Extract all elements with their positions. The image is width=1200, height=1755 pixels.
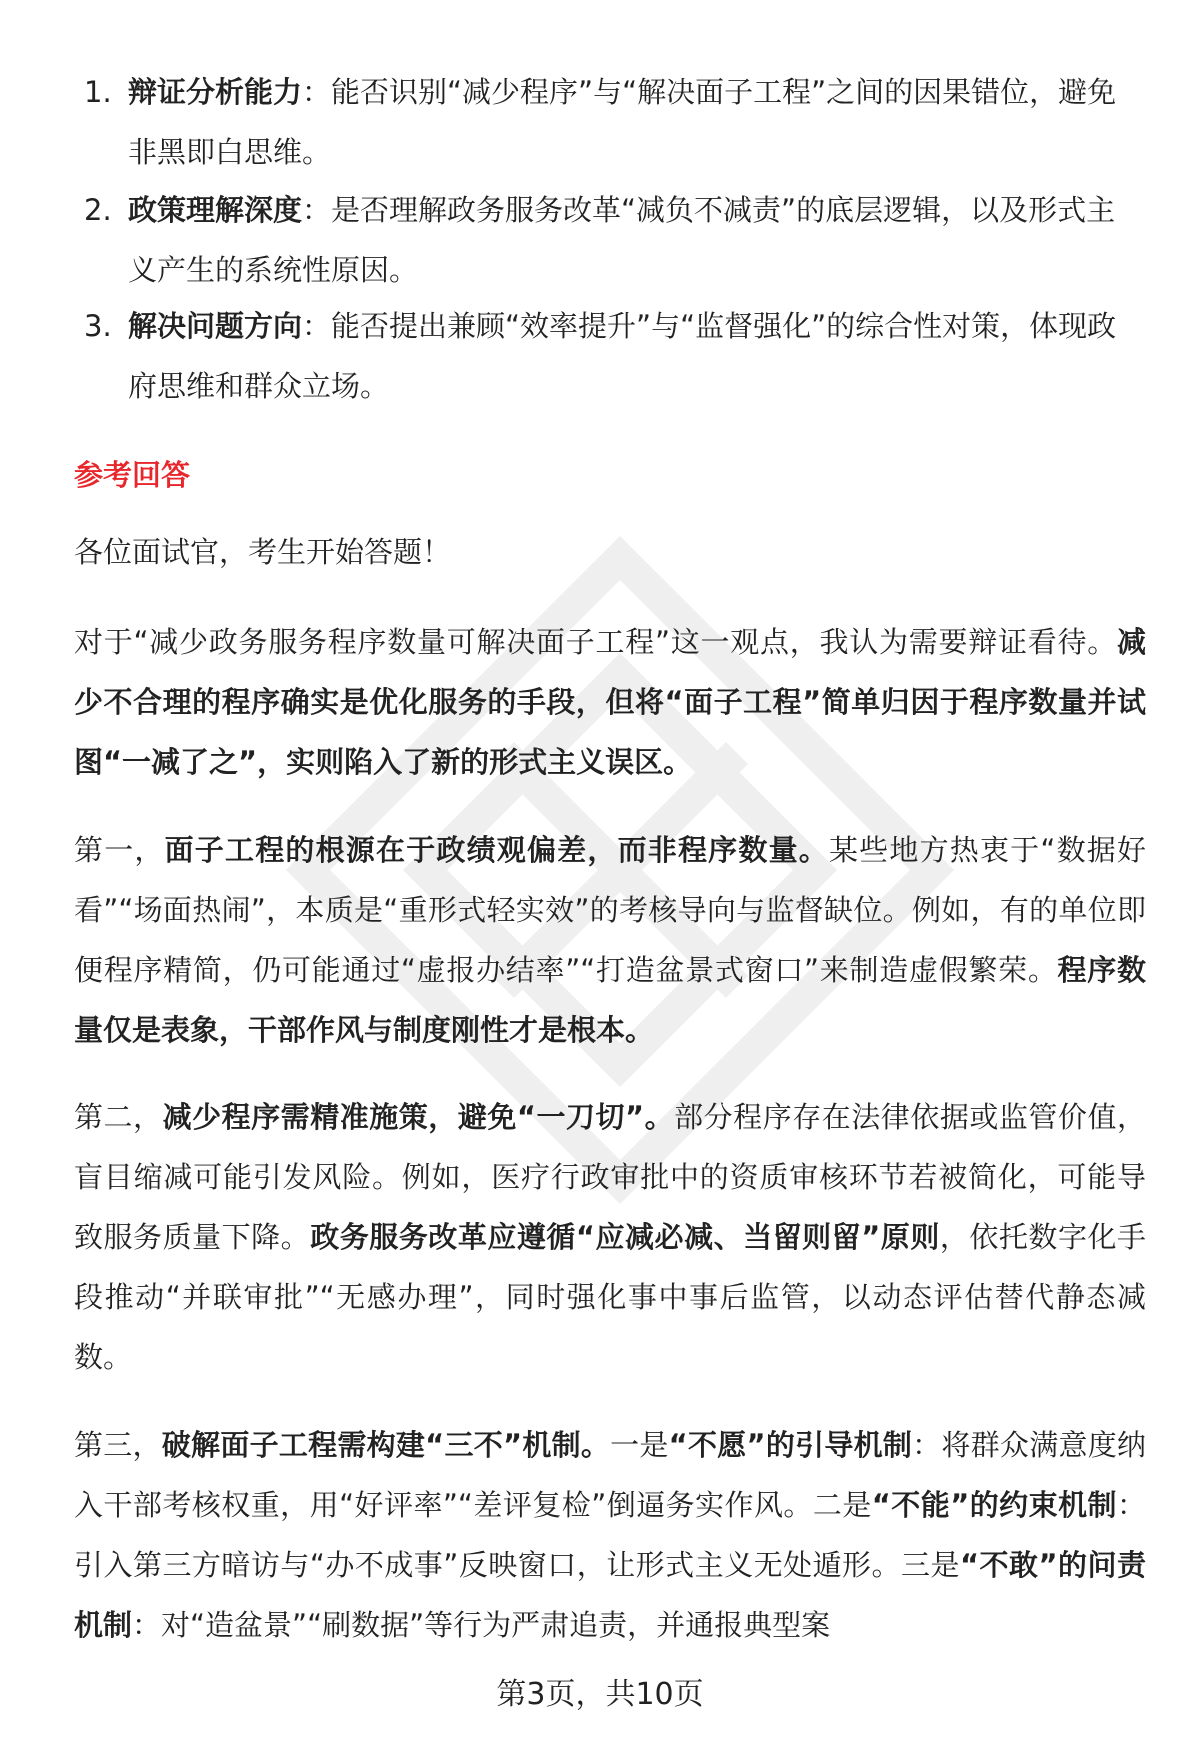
point1-bold-conclusion: 程序数量仅是表象，干部作风与制度刚性才是根本。 [74, 953, 1146, 1047]
intro-bold: 减少不合理的程序确实是优化服务的手段，但将“面子工程”简单归因于程序数量并试图“一减了之”，实则陷入了新的形式主义误区。 [74, 625, 1146, 779]
point3-bold-mechanism2: “不能”的约束机制 [871, 1488, 1117, 1522]
point2-lead: 第二， [74, 1100, 163, 1134]
criteria-item [74, 296, 1144, 416]
criteria-title: 政策理解深度 [128, 193, 303, 227]
list-number: 1. [84, 75, 112, 109]
point3-lead: 第三， [74, 1428, 162, 1462]
point2-text: 部分程序存在法律依据或监管价值，盲目缩减可能引发风险。例如，医疗行政审批中的资质审核环节若被简化，可能导致服务质量下降。 [74, 1100, 1146, 1254]
point3-text: ：引入第三方暗访与“办不成事”反映窗口，让形式主义无处遁形。三是 [74, 1488, 1146, 1582]
intro-text: 对于“减少政务服务程序数量可解决面子工程”这一观点，我认为需要辩证看待。 [74, 625, 1117, 659]
point3-text: 一是 [610, 1428, 669, 1462]
page-number-footer: 第3页，共10页 [496, 1677, 704, 1712]
point2-bold-thesis: 减少程序需精准施策，避免“一刀切”。 [162, 1100, 675, 1134]
criteria-item [74, 62, 1144, 182]
point3-text: ：对“造盆景”“刷数据”等行为严肃追责，并通报典型案 [132, 1608, 831, 1642]
point2-text-end: ，依托数字化手段推动“并联审批”“无感办理”，同时强化事中事后监管，以动态评估替代静态减数。 [74, 1220, 1146, 1374]
point1-paragraph [74, 820, 1146, 1060]
point3-bold-mechanism3: “不敢”的问责机制 [74, 1548, 1146, 1642]
criteria-title: 解决问题方向 [128, 309, 303, 343]
list-number: 2. [84, 193, 112, 227]
list-number: 3. [84, 309, 112, 343]
point3-paragraph [74, 1415, 1146, 1655]
point3-text: ：将群众满意度纳入干部考核权重，用“好评率”“差评复检”倒逼务实作风。二是 [74, 1428, 1146, 1522]
point1-lead: 第一， [74, 833, 165, 867]
point1-bold-thesis: 面子工程的根源在于政绩观偏差，而非程序数量。 [164, 833, 829, 867]
criteria-item [74, 180, 1144, 300]
point2-paragraph [74, 1087, 1146, 1387]
point3-bold-thesis: 破解面子工程需构建“三不”机制。 [161, 1428, 611, 1462]
criteria-list [74, 62, 1144, 416]
criteria-title: 辩证分析能力 [128, 75, 303, 109]
criteria-text: ：能否识别“减少程序”与“解决面子工程”之间的因果错位，避免非黑即白思维。 [128, 75, 1117, 169]
point2-bold-principle: 政务服务改革应遵循“应减必减、当留则留”原则 [310, 1220, 940, 1254]
point1-text: 某些地方热衷于“数据好看”“场面热闹”，本质是“重形式轻实效”的考核导向与监督缺位。例如，有的单位即便程序精简，仍可能通过“虚报办结率”“打造盆景式窗口”来制造虚假繁荣。 [74, 833, 1146, 987]
intro-paragraph [74, 612, 1146, 792]
greeting-paragraph: 各位面试官，考生开始答题！ [74, 535, 452, 569]
criteria-text: ：能否提出兼顾“效率提升”与“监督强化”的综合性对策，体现政府思维和群众立场。 [128, 309, 1117, 403]
point3-bold-mechanism1: “不愿”的引导机制 [668, 1428, 913, 1462]
reference-answer-heading: 参考回答 [74, 458, 191, 492]
criteria-text: ：是否理解政务服务改革“减负不减责”的底层逻辑，以及形式主义产生的系统性原因。 [128, 193, 1116, 287]
